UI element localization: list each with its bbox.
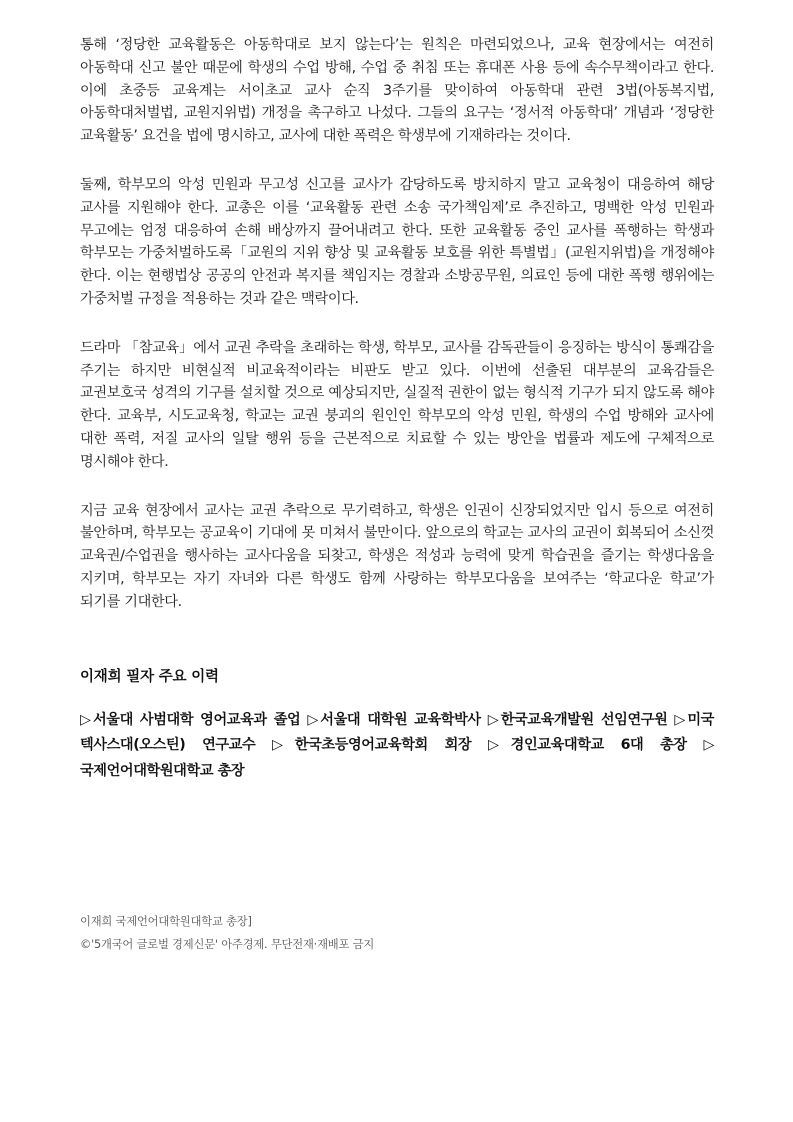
copyright-notice: ©'5개국어 글로벌 경제신문' 아주경제. 무단전재·재배포 금지 xyxy=(80,937,375,951)
article-paragraph-1: 통해 ‘정당한 교육활동은 아동학대로 보지 않는다’는 원칙은 마련되었으나, 교육 현장에서는 여전히 아동학대 신고 불안 때문에 학생의 수업 방해, 수업 중 취침 또는 휴대폰 사용 등에 속수무책이라고 한다. 이에 초중등 교육계는 서이초교 교사 순직 3주기를 맞이하여 아동학대 관련 3법(아동복지법, 아동학대처벌법, 교원지위법) 개정을 촉구하고 나섰다. 그들의 요구는 ‘정서적 아동학대’ 개념과 ‘정당한 교육활동’ 요건을 법에 명시하고, 교사에 대한 폭력은 학생부에 기재하라는 것이다. xyxy=(80,37,714,145)
article-paragraph-3: 드라마 「참교육」에서 교권 추락을 초래하는 학생, 학부모, 교사를 감독관들이 응징하는 방식이 통쾌감을 주기는 하지만 비현실적 비교육적이라는 비판도 받고 있다. 이번에 선출된 대부분의 교육감들은 교권보호국 성격의 기구를 설치할 것으로 예상되지만, 실질적 권한이 없는 형식적 기구가 되지 않도록 해야 한다. 교육부, 시도교육청, 학교는 교권 붕괴의 원인인 학부모의 악성 민원, 학생의 수업 방해와 교사에 대한 폭력, 저질 교사의 일탈 행위 등을 근본적으로 치료할 수 있는 방안을 법률과 제도에 구체적으로 명시해야 한다. xyxy=(80,339,714,470)
article-paragraph-2: 둘째, 학부모의 악성 민원과 무고성 신고를 교사가 감당하도록 방치하지 말고 교육청이 대응하여 해당 교사를 지원해야 한다. 교총은 이를 ‘교육활동 관련 소송 국가책임제’로 추진하고, 명백한 악성 민원과 무고에는 엄정 대응하여 손해 배상까지 끌어내려고 한다. 또한 교육활동 중인 교사를 폭행하는 학생과 학부모는 가중처벌하도록「교원의 지위 향상 및 교육활동 보호를 위한 특별법」(교원지위법)을 개정해야 한다. 이는 현행법상 공공의 안전과 복지를 책임지는 경찰과 소방공무원, 의료인 등에 대한 폭행 행위에는 가중처벌 규정을 적용하는 것과 같은 맥락이다. xyxy=(80,176,714,307)
article-paragraph-4: 지금 교육 현장에서 교사는 교권 추락으로 무기력하고, 학생은 인권이 신장되었지만 입시 등으로 여전히 불안하며, 학부모는 공교육이 기대에 못 미쳐서 불만이다. 앞으로의 학교는 교사의 교권이 회복되어 소신껏 교육권/수업권을 행사하는 교사다움을 되찾고, 학생은 적성과 능력에 맞게 학습권을 즐기는 학생다움을 지키며, 학부모는 자기 자녀와 다른 학생도 함께 사랑하는 학부모다움을 보여주는 ‘학교다운 학교’가 되기를 기대한다. xyxy=(80,502,714,610)
article-footer xyxy=(80,911,714,956)
career-history: ▷서울대 사범대학 영어교육과 졸업 ▷서울대 대학원 교육학박사 ▷한국교육개발원 선임연구원 ▷미국 텍사스대(오스틴) 연구교수 ▷한국초등영어교육학회 회장 ▷경인교육대학교 6대 총장 ▷국제언어대학원대학교 총장 xyxy=(80,711,714,779)
career-heading: 이재희 필자 주요 이력 xyxy=(80,668,219,685)
article-body xyxy=(80,34,714,784)
author-line: 이재희 국제언어대학원대학교 총장] xyxy=(80,915,252,928)
